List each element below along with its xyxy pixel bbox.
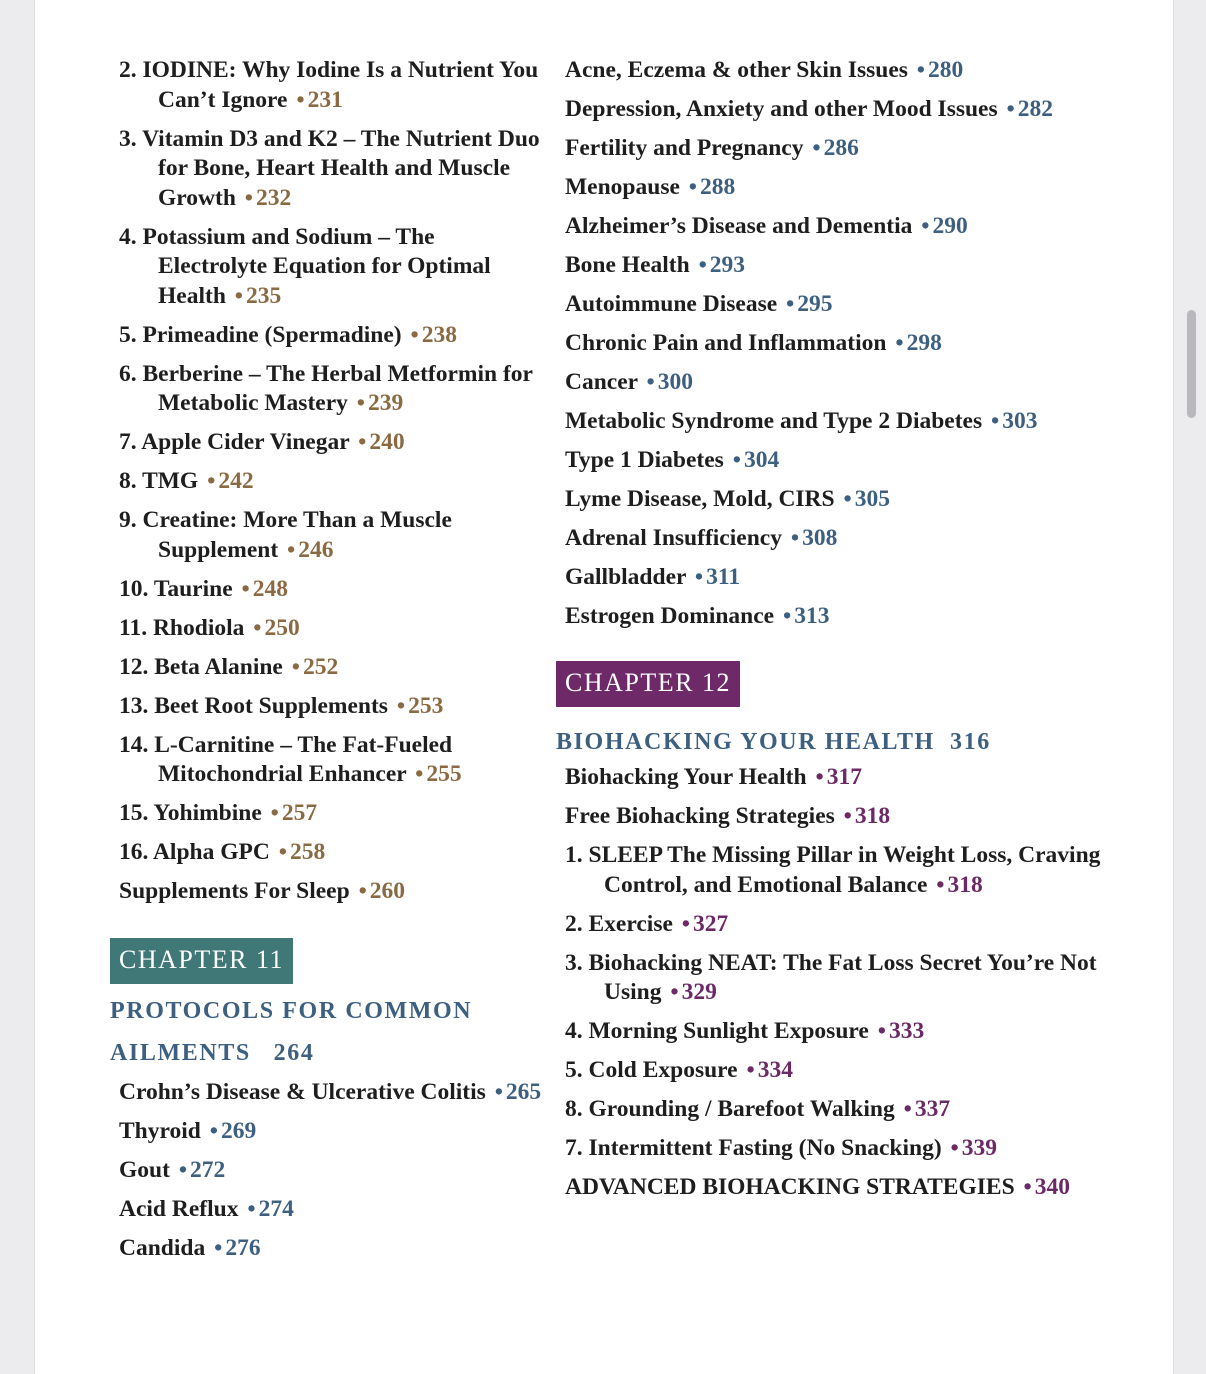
toc-entry[interactable] <box>565 446 1135 476</box>
bullet-separator: • <box>287 536 296 563</box>
bullet-separator: • <box>688 174 698 200</box>
bullet-separator: • <box>209 1118 218 1144</box>
toc-entry[interactable] <box>119 1195 549 1225</box>
toc-entry[interactable] <box>565 1017 1135 1047</box>
toc-entry[interactable] <box>565 602 1135 632</box>
bullet-separator: • <box>991 408 1000 434</box>
bullet-separator: • <box>681 910 691 937</box>
toc-entry-title: Cancer <box>565 369 638 395</box>
toc-entry-page: 295 <box>797 291 833 317</box>
toc-entry-title: 5. Primeadine (Spermadine) <box>119 321 402 348</box>
toc-entry-title: 1. SLEEP The Missing Pillar in Weight Loss, Craving Control, and Emotional Balance <box>565 842 1101 898</box>
toc-entry-title: Menopause <box>565 174 680 200</box>
toc-entry-title: Alzheimer’s Disease and Dementia <box>565 213 913 239</box>
toc-entry[interactable] <box>119 731 549 790</box>
bullet-separator: • <box>278 839 287 865</box>
bullet-separator: • <box>247 1196 256 1222</box>
toc-entry-page: 242 <box>218 468 254 494</box>
toc-entry[interactable] <box>119 56 549 115</box>
toc-entry-page: 232 <box>256 184 292 211</box>
chapter-11-badge: CHAPTER 11 <box>110 938 293 984</box>
toc-entry-title: 13. Beet Root Supplements <box>119 692 388 719</box>
toc-entry-title: ADVANCED BIOHACKING STRATEGIES <box>565 1174 1015 1200</box>
toc-entry-page: 318 <box>854 803 891 829</box>
toc-entry-page: 317 <box>826 764 862 790</box>
toc-entry[interactable] <box>565 407 1135 437</box>
toc-entry-title: Biohacking Your Health <box>565 764 807 790</box>
toc-entry-page: 311 <box>706 564 741 590</box>
toc-entry-page: 340 <box>1034 1174 1071 1200</box>
toc-entry-title: 3. Biohacking NEAT: The Fat Loss Secret You’re Not Using <box>565 949 1097 1005</box>
toc-entry[interactable] <box>119 877 549 907</box>
chapter-12-title[interactable] <box>556 721 1135 763</box>
toc-entry[interactable] <box>119 575 549 605</box>
scrollbar-thumb[interactable] <box>1187 310 1196 418</box>
chapter-12-title-text: BIOHACKING YOUR HEALTH <box>556 729 935 755</box>
toc-entry-page: 240 <box>369 429 405 455</box>
toc-entry-page: 253 <box>408 692 444 719</box>
bullet-separator: • <box>782 603 792 629</box>
toc-entry-title: 3. Vitamin D3 and K2 – The Nutrient Duo for Bone, Heart Health and Muscle Growth <box>119 125 540 211</box>
toc-entry-title: Crohn’s Disease & Ulcerative Colitis <box>119 1079 486 1105</box>
toc-entry-page: 303 <box>1002 408 1038 434</box>
toc-entry[interactable] <box>565 368 1135 398</box>
bullet-separator: • <box>178 1157 188 1183</box>
toc-entry[interactable] <box>119 506 549 565</box>
toc-entry-title: Thyroid <box>119 1118 201 1144</box>
toc-right-column <box>556 56 1135 1212</box>
toc-entry-title: 16. Alpha GPC <box>119 839 270 865</box>
toc-entry-title: 9. Creatine: More Than a Muscle Supplement <box>119 507 452 563</box>
toc-entry-page: 276 <box>225 1235 261 1261</box>
bullet-separator: • <box>694 564 704 590</box>
toc-entry[interactable] <box>119 692 549 722</box>
toc-entry[interactable] <box>565 841 1135 900</box>
toc-entry-title: 2. IODINE: Why Iodine Is a Nutrient You Can’t Ignore <box>119 57 539 113</box>
toc-entry[interactable] <box>565 949 1135 1008</box>
toc-entry-title: Type 1 Diabetes <box>565 447 724 473</box>
toc-entry[interactable] <box>565 1173 1135 1203</box>
toc-entry[interactable] <box>119 1078 549 1108</box>
toc-entry-title: 8. TMG <box>119 468 199 494</box>
toc-entry[interactable] <box>119 614 549 644</box>
toc-entry[interactable] <box>119 799 549 829</box>
toc-entry-title: 7. Intermittent Fasting (No Snacking) <box>565 1135 942 1161</box>
bullet-separator: • <box>296 86 305 113</box>
bullet-separator: • <box>1023 1174 1032 1200</box>
toc-entry-title: Fertility and Pregnancy <box>565 135 804 161</box>
toc-entry-page: 318 <box>947 871 983 898</box>
toc-entry-page: 238 <box>421 321 457 348</box>
bullet-separator: • <box>358 878 367 904</box>
bullet-separator: • <box>244 184 254 211</box>
toc-entry-page: 274 <box>258 1196 294 1222</box>
toc-entry[interactable] <box>565 1134 1135 1164</box>
toc-entry[interactable] <box>565 56 1135 86</box>
bullet-separator: • <box>843 803 852 829</box>
toc-entry-page: 252 <box>302 653 339 680</box>
toc-entry-title: Acne, Eczema & other Skin Issues <box>565 57 908 83</box>
toc-entry-page: 282 <box>1017 96 1053 122</box>
toc-entry[interactable] <box>119 360 549 419</box>
toc-entry[interactable] <box>119 1234 549 1264</box>
toc-entry-page: 329 <box>681 979 717 1005</box>
toc-entry-page: 280 <box>928 57 964 83</box>
toc-entry-page: 304 <box>743 447 780 473</box>
bullet-separator: • <box>877 1018 886 1044</box>
toc-entry-page: 327 <box>693 910 729 937</box>
toc-entry-title: Metabolic Syndrome and Type 2 Diabetes <box>565 408 983 434</box>
chapter-12-page: 316 <box>950 729 991 755</box>
chapter-12-entries <box>565 763 1135 1203</box>
toc-entry-page: 290 <box>932 213 968 239</box>
bullet-separator: • <box>812 135 821 161</box>
toc-entry-page: 288 <box>700 174 736 200</box>
toc-entry-page: 298 <box>906 330 942 356</box>
toc-entry-title: Free Biohacking Strategies <box>565 803 835 829</box>
toc-entry[interactable] <box>565 763 1135 793</box>
toc-entry-page: 257 <box>281 800 318 826</box>
bullet-separator: • <box>843 486 852 512</box>
toc-entry[interactable] <box>119 321 549 351</box>
toc-entry-title: 4. Potassium and Sodium – The Electrolyte Equation for Optimal Health <box>119 223 491 309</box>
toc-entry[interactable] <box>119 1156 549 1186</box>
toc-entry-title: Candida <box>119 1235 206 1261</box>
toc-entry[interactable] <box>119 1117 549 1147</box>
bullet-separator: • <box>241 575 250 602</box>
toc-entry-page: 313 <box>794 603 830 629</box>
toc-entry[interactable] <box>565 329 1135 359</box>
toc-entry-page: 235 <box>246 282 282 309</box>
toc-entry-title: Autoimmune Disease <box>565 291 778 317</box>
toc-entry-title: 15. Yohimbine <box>119 800 262 826</box>
bullet-separator: • <box>786 291 795 317</box>
toc-entry[interactable] <box>565 485 1135 515</box>
bullet-separator: • <box>698 252 707 278</box>
toc-entry-page: 269 <box>220 1118 257 1144</box>
toc-entry-page: 339 <box>961 1135 998 1161</box>
toc-entry[interactable] <box>119 653 549 683</box>
toc-entry-title: Bone Health <box>565 252 690 278</box>
bullet-separator: • <box>270 800 279 826</box>
toc-entry-page: 337 <box>914 1096 951 1122</box>
bullet-separator: • <box>916 57 926 83</box>
bullet-separator: • <box>815 764 824 790</box>
toc-entry-title: 4. Morning Sunlight Exposure <box>565 1018 869 1044</box>
toc-entry-page: 286 <box>823 135 859 161</box>
toc-entry-page: 333 <box>888 1018 925 1044</box>
bullet-separator: • <box>356 390 365 416</box>
chapter-11-title[interactable] <box>110 990 549 1074</box>
toc-entry-page: 265 <box>505 1079 542 1105</box>
toc-entry[interactable] <box>119 428 549 458</box>
toc-entry[interactable] <box>565 524 1135 554</box>
toc-entry-title: Gout <box>119 1157 170 1183</box>
toc-entry[interactable] <box>565 251 1135 281</box>
toc-entry-page: 248 <box>252 575 288 602</box>
ailment-entries <box>565 56 1135 632</box>
toc-entry[interactable] <box>565 910 1135 940</box>
toc-entry-page: 231 <box>307 86 343 113</box>
bullet-separator: • <box>921 213 930 239</box>
toc-entry[interactable] <box>565 802 1135 832</box>
bullet-separator: • <box>207 468 216 494</box>
toc-entry-page: 246 <box>298 536 334 563</box>
supplement-entries <box>119 56 549 907</box>
bullet-separator: • <box>291 653 300 680</box>
bullet-separator: • <box>670 979 679 1005</box>
chapter-11-entries <box>119 1078 549 1264</box>
toc-entry-title: Chronic Pain and Inflammation <box>565 330 887 356</box>
toc-entry-page: 239 <box>368 390 404 416</box>
chapter-11-page: 264 <box>273 1040 315 1066</box>
bullet-separator: • <box>1006 96 1015 122</box>
toc-entry-title: 8. Grounding / Barefoot Walking <box>565 1096 895 1122</box>
chapter-11-title-line1: PROTOCOLS FOR COMMON <box>110 998 473 1024</box>
bullet-separator: • <box>358 429 367 455</box>
toc-entry[interactable] <box>565 173 1135 203</box>
toc-entry-title: 5. Cold Exposure <box>565 1057 738 1083</box>
bullet-separator: • <box>415 761 424 787</box>
toc-entry-title: 14. L-Carnitine – The Fat-Fueled Mitochondrial Enhancer <box>119 731 453 787</box>
toc-entry-title: 7. Apple Cider Vinegar <box>119 429 350 455</box>
bullet-separator: • <box>410 321 419 348</box>
toc-entry[interactable] <box>119 838 549 868</box>
toc-entry-page: 293 <box>709 252 746 278</box>
toc-entry-page: 250 <box>264 614 300 641</box>
toc-entry-title: 6. Berberine – The Herbal Metformin for Metabolic Mastery <box>119 360 533 416</box>
toc-entry[interactable] <box>565 1095 1135 1125</box>
chapter-12-badge: CHAPTER 12 <box>556 661 740 707</box>
toc-entry-title: Supplements For Sleep <box>119 878 350 904</box>
toc-entry[interactable] <box>565 134 1135 164</box>
bullet-separator: • <box>950 1135 959 1161</box>
toc-left-column <box>110 56 549 1273</box>
toc-entry[interactable] <box>119 467 549 497</box>
toc-entry-page: 258 <box>289 839 326 865</box>
toc-entry[interactable] <box>565 290 1135 320</box>
toc-entry-title: Acid Reflux <box>119 1196 239 1222</box>
toc-entry-page: 260 <box>369 878 406 904</box>
toc-entry-title: 12. Beta Alanine <box>119 653 283 680</box>
toc-entry-title: Estrogen Dominance <box>565 603 775 629</box>
chapter-11-title-line2: AILMENTS <box>110 1040 251 1066</box>
bullet-separator: • <box>732 447 741 473</box>
toc-entry[interactable] <box>119 223 549 312</box>
bullet-separator: • <box>903 1096 912 1122</box>
bullet-separator: • <box>494 1079 503 1105</box>
toc-entry-title: Adrenal Insufficiency <box>565 525 782 551</box>
toc-entry-title: Gallbladder <box>565 564 687 590</box>
toc-entry-page: 305 <box>854 486 890 512</box>
toc-entry-title: 10. Taurine <box>119 575 233 602</box>
toc-entry[interactable] <box>565 95 1135 125</box>
bullet-separator: • <box>253 614 262 641</box>
toc-entry[interactable] <box>565 563 1135 593</box>
toc-entry-title: 11. Rhodiola <box>119 614 245 641</box>
bullet-separator: • <box>936 871 945 898</box>
toc-entry-page: 308 <box>802 525 838 551</box>
toc-entry-title: Lyme Disease, Mold, CIRS <box>565 486 835 512</box>
toc-entry-page: 334 <box>757 1057 793 1083</box>
toc-entry[interactable] <box>565 212 1135 242</box>
bullet-separator: • <box>396 692 406 719</box>
bullet-separator: • <box>214 1235 223 1261</box>
toc-entry-page: 272 <box>190 1157 226 1183</box>
bullet-separator: • <box>746 1057 755 1083</box>
toc-entry-title: 2. Exercise <box>565 910 673 937</box>
bullet-separator: • <box>895 330 904 356</box>
bullet-separator: • <box>646 369 655 395</box>
toc-entry-page: 300 <box>657 369 694 395</box>
bullet-separator: • <box>790 525 800 551</box>
document-page <box>34 0 1174 1374</box>
bullet-separator: • <box>234 282 243 309</box>
toc-entry[interactable] <box>119 125 549 214</box>
toc-entry-page: 255 <box>426 761 462 787</box>
toc-entry[interactable] <box>565 1056 1135 1086</box>
toc-entry-title: Depression, Anxiety and other Mood Issues <box>565 96 998 122</box>
